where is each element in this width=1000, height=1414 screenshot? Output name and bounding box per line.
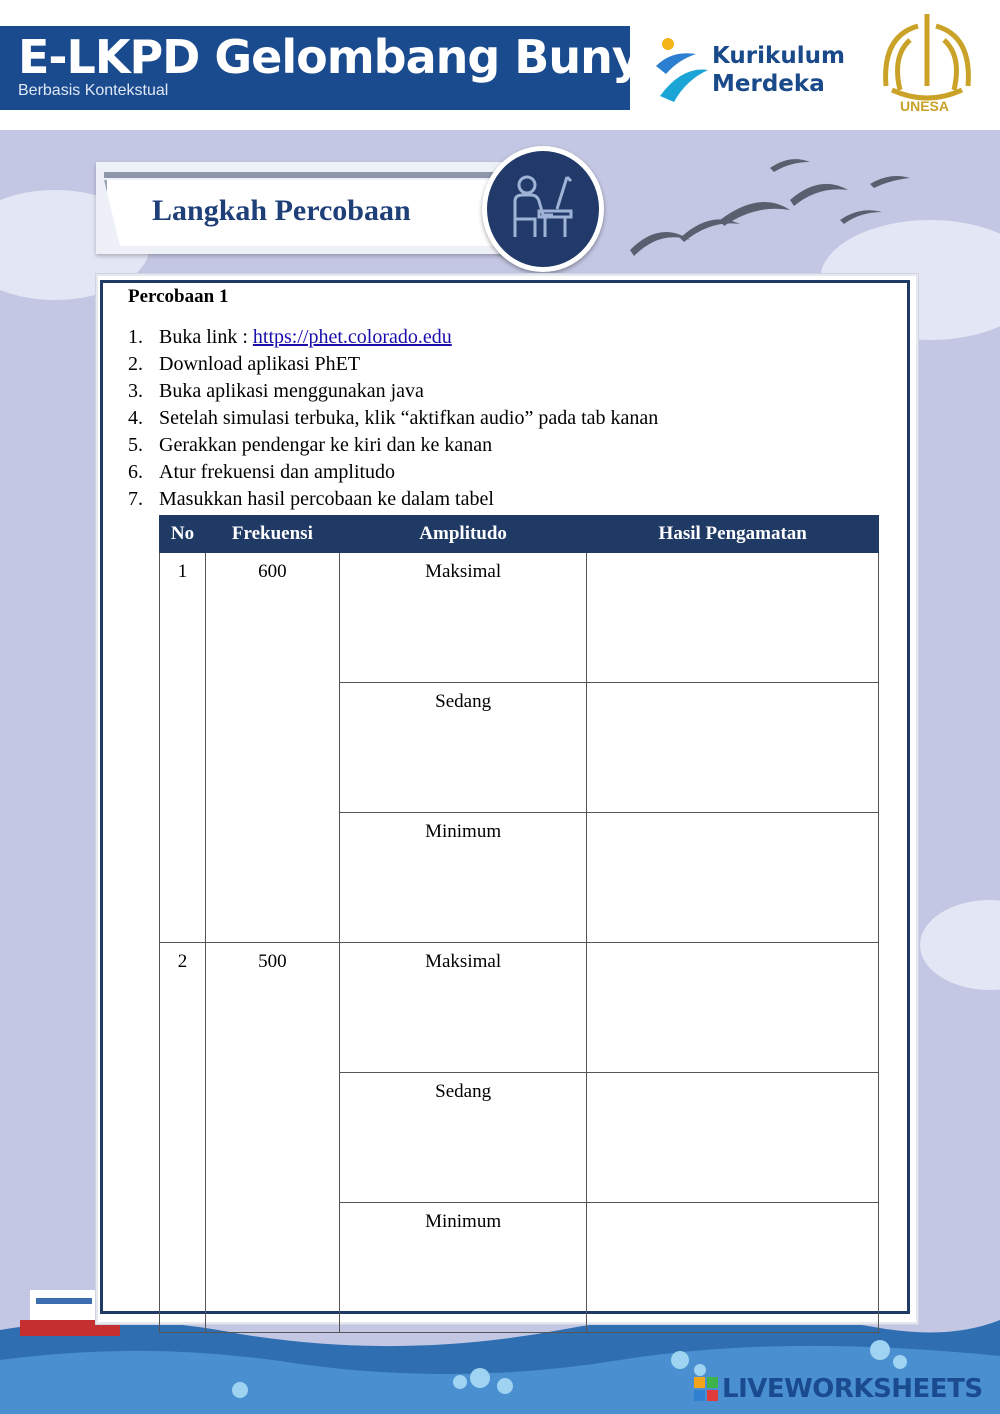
experiment-title: Percobaan 1	[128, 286, 229, 307]
steps-list	[128, 324, 658, 513]
cell-no: 2	[160, 943, 206, 1333]
cell-amplitudo: Maksimal	[339, 553, 587, 683]
list-item	[128, 459, 658, 486]
cell-amplitudo: Minimum	[339, 1203, 587, 1333]
table-row	[160, 943, 879, 1073]
cell-hasil-input[interactable]	[587, 553, 879, 683]
list-item	[128, 324, 658, 351]
step-number: 5.	[128, 434, 143, 456]
step-number: 6.	[128, 461, 143, 483]
teacher-at-desk-icon	[509, 171, 577, 241]
table-row	[160, 553, 879, 683]
liveworksheets-watermark	[694, 1374, 983, 1404]
cell-no: 1	[160, 553, 206, 943]
step-number: 1.	[128, 326, 143, 348]
cell-frekuensi: 500	[205, 943, 339, 1333]
header-frekuensi: Frekuensi	[205, 516, 339, 553]
step-number: 3.	[128, 380, 143, 402]
header-amplitudo: Amplitudo	[339, 516, 587, 553]
table-header-row	[160, 516, 879, 553]
step-text: Download aplikasi PhET	[159, 353, 361, 375]
liveworksheets-text: LIVEWORKSHEETS	[722, 1374, 983, 1404]
cell-amplitudo: Sedang	[339, 1073, 587, 1203]
kurikulum-merdeka-text	[712, 42, 845, 98]
step-text: Masukkan hasil percobaan ke dalam tabel	[159, 488, 494, 510]
kurikulum-line-2: Merdeka	[712, 71, 825, 97]
step-text: Buka aplikasi menggunakan java	[159, 380, 424, 402]
liveworksheets-logo-icon	[694, 1377, 718, 1401]
section-icon-circle	[482, 146, 604, 272]
list-item	[128, 351, 658, 378]
observation-table	[159, 515, 879, 1333]
cell-amplitudo: Minimum	[339, 813, 587, 943]
cell-frekuensi: 600	[205, 553, 339, 943]
step-number: 7.	[128, 488, 143, 510]
document-subtitle: Berbasis Kontekstual	[18, 82, 169, 99]
cell-hasil-input[interactable]	[587, 1073, 879, 1203]
banner-stripe	[104, 172, 494, 178]
cell-hasil-input[interactable]	[587, 1203, 879, 1333]
step-prefix: Buka link :	[159, 326, 253, 348]
list-item	[128, 378, 658, 405]
cell-hasil-input[interactable]	[587, 813, 879, 943]
section-title: Langkah Percobaan	[152, 194, 411, 227]
step-text	[159, 324, 452, 351]
cell-amplitudo: Sedang	[339, 683, 587, 813]
kurikulum-line-1: Kurikulum	[712, 43, 845, 69]
phet-link[interactable]: https://phet.colorado.edu	[252, 326, 452, 348]
list-item	[128, 486, 658, 513]
cell-hasil-input[interactable]	[587, 683, 879, 813]
step-number: 4.	[128, 407, 143, 429]
list-item	[128, 432, 658, 459]
step-text: Gerakkan pendengar ke kiri dan ke kanan	[159, 434, 493, 456]
cell-amplitudo: Maksimal	[339, 943, 587, 1073]
cell-hasil-input[interactable]	[587, 943, 879, 1073]
step-text: Atur frekuensi dan amplitudo	[159, 461, 396, 483]
list-item	[128, 405, 658, 432]
document-title: E-LKPD Gelombang Bunyi	[18, 30, 656, 84]
unesa-label: UNESA	[900, 98, 950, 114]
step-number: 2.	[128, 353, 143, 375]
step-text: Setelah simulasi terbuka, klik “aktifkan audio” pada tab kanan	[159, 407, 659, 429]
header-hasil-pengamatan: Hasil Pengamatan	[587, 516, 879, 553]
birds-illustration	[620, 150, 1000, 290]
header-no: No	[160, 516, 206, 553]
